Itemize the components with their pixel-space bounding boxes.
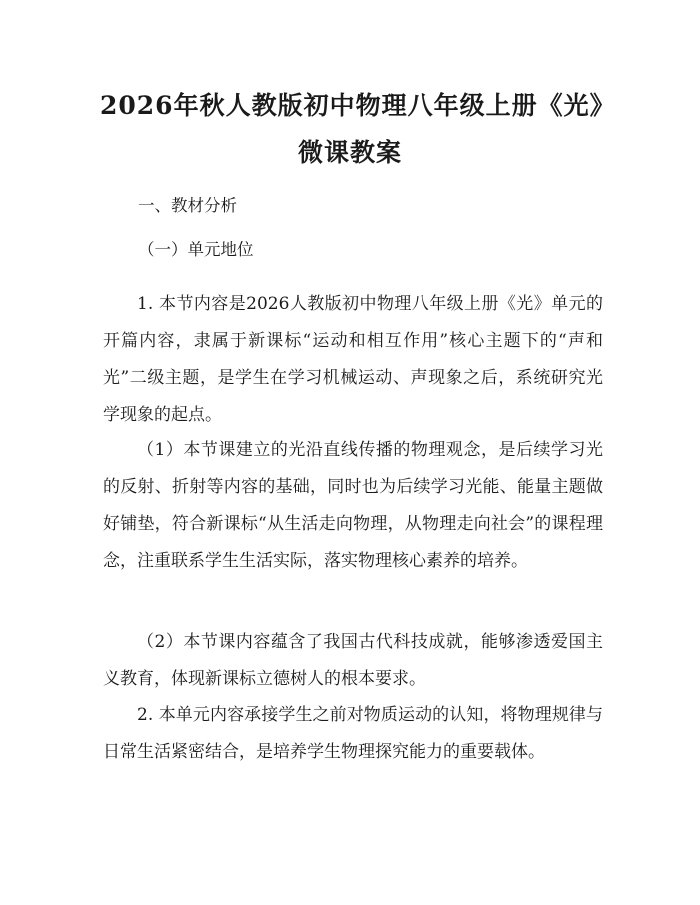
subsection-heading: （一）单元地位	[138, 240, 254, 259]
paragraph-4: 2. 本单元内容承接学生之前对物质运动的认知，将物理规律与日常生活紧密结合，是培养学生物理探究能力的重要载体。	[103, 705, 603, 762]
document-title-line-1: 2026年秋人教版初中物理八年级上册《光》	[100, 91, 616, 120]
paragraph-1: 1. 本节内容是2026人教版初中物理八年级上册《光》单元的开篇内容，隶属于新课标“运动和相互作用”核心主题下的“声和光”二级主题，是学生在学习机械运动、声现象之后，系统研究光学现象的起点。	[103, 294, 603, 425]
document-title-line-2: 微课教案	[297, 138, 402, 167]
section-heading: 一、教材分析	[138, 196, 237, 215]
paragraph-3: （2）本节课内容蕴含了我国古代科技成就，能够渗透爱国主义教育，体现新课标立德树人的根本要求。	[103, 632, 603, 689]
paragraph-2: （1）本节课建立的光沿直线传播的物理观念，是后续学习光的反射、折射等内容的基础，同时也为后续学习光能、能量主题做好铺垫，符合新课标“从生活走向物理，从物理走向社会”的课程理念，注重联系学生生活实际，落实物理核心素养的培养。	[103, 440, 603, 571]
